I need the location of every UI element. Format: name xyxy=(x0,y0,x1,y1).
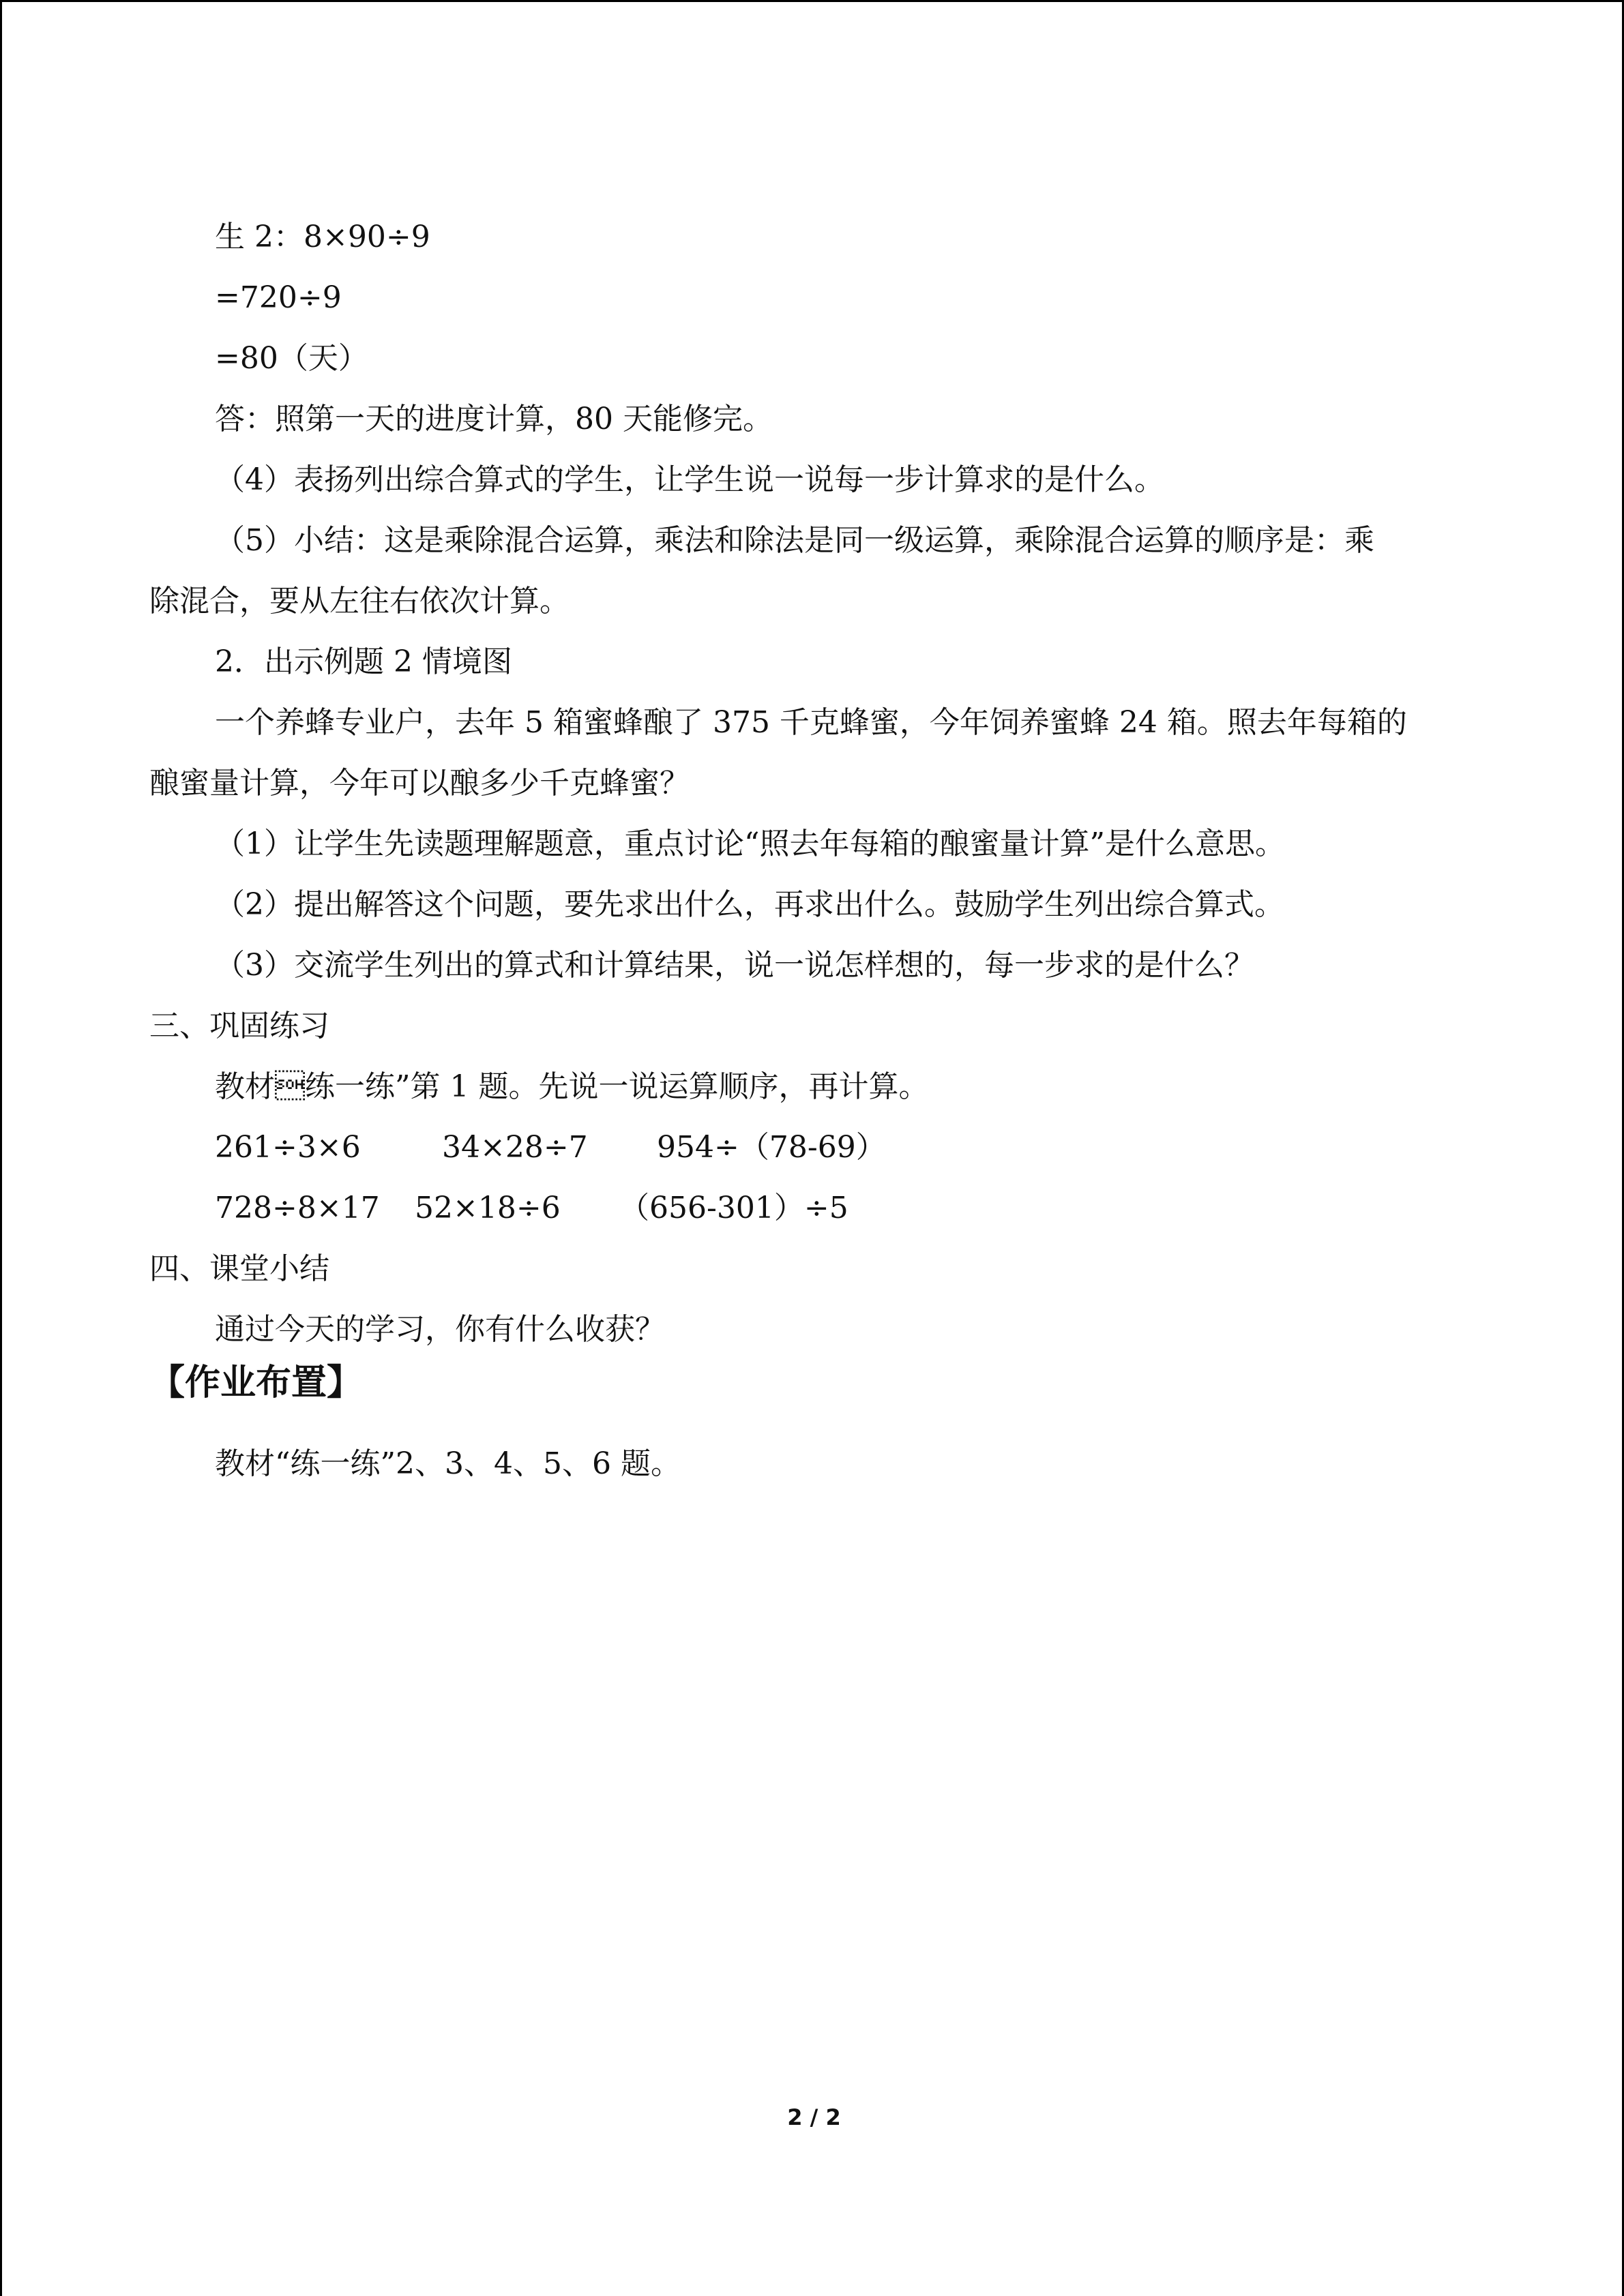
paragraph: （4）表扬列出综合算式的学生，让学生说一说每一步计算求的是什么。 xyxy=(215,462,1164,497)
paragraph: （3）交流学生列出的算式和计算结果，说一说怎样想的，每一步求的是什么？ xyxy=(215,948,1254,983)
homework-heading: 【作业布置】 xyxy=(149,1362,363,1403)
homework-text: 教材“练一练”2、3、4、5、6 题。 xyxy=(215,1446,681,1481)
exercise-item: 261÷3×6 xyxy=(215,1130,361,1165)
paragraph: （2）提出解答这个问题，要先求出什么，再求出什么。鼓励学生列出综合算式。 xyxy=(215,887,1284,922)
problem-statement-continuation: 酿蜜量计算，今年可以酿多少千克蜂蜜？ xyxy=(149,766,690,801)
text-line: 生 2：8×90÷9 xyxy=(215,220,430,254)
problem-statement: 一个养蜂专业户，去年 5 箱蜜蜂酿了 375 千克蜂蜜，今年饲养蜜蜂 24 箱。照去年每箱的 xyxy=(215,705,1407,740)
page-number: 2 / 2 xyxy=(787,2104,841,2130)
answer-line: 答：照第一天的进度计算，80 天能修完。 xyxy=(215,402,773,436)
example-title: 2．出示例题 2 情境图 xyxy=(215,644,512,679)
exercise-item: 954÷（78-69） xyxy=(657,1130,886,1165)
exercise-item: 728÷8×17 xyxy=(215,1191,380,1225)
section-heading: 四、课堂小结 xyxy=(149,1251,329,1286)
section-heading: 三、巩固练习 xyxy=(149,1009,329,1043)
paragraph: 教材练一练”第 1 题。先说一说运算顺序，再计算。 xyxy=(215,1069,929,1104)
exercise-item: （656-301）÷5 xyxy=(619,1191,848,1225)
paragraph: （1）让学生先读题理解题意，重点讨论“照去年每箱的酿蜜量计算”是什么意思。 xyxy=(215,826,1285,861)
exercise-item: 34×28÷7 xyxy=(442,1130,588,1165)
exercise-item: 52×18÷6 xyxy=(415,1191,561,1225)
paragraph: 通过今天的学习，你有什么收获？ xyxy=(215,1312,665,1347)
text-line: =720÷9 xyxy=(215,280,342,315)
paragraph: （5）小结：这是乘除混合运算，乘法和除法是同一级运算，乘除混合运算的顺序是：乘 xyxy=(215,523,1374,558)
text-line: =80（天） xyxy=(215,341,368,376)
paragraph-continuation: 除混合，要从左往右依次计算。 xyxy=(149,584,570,618)
